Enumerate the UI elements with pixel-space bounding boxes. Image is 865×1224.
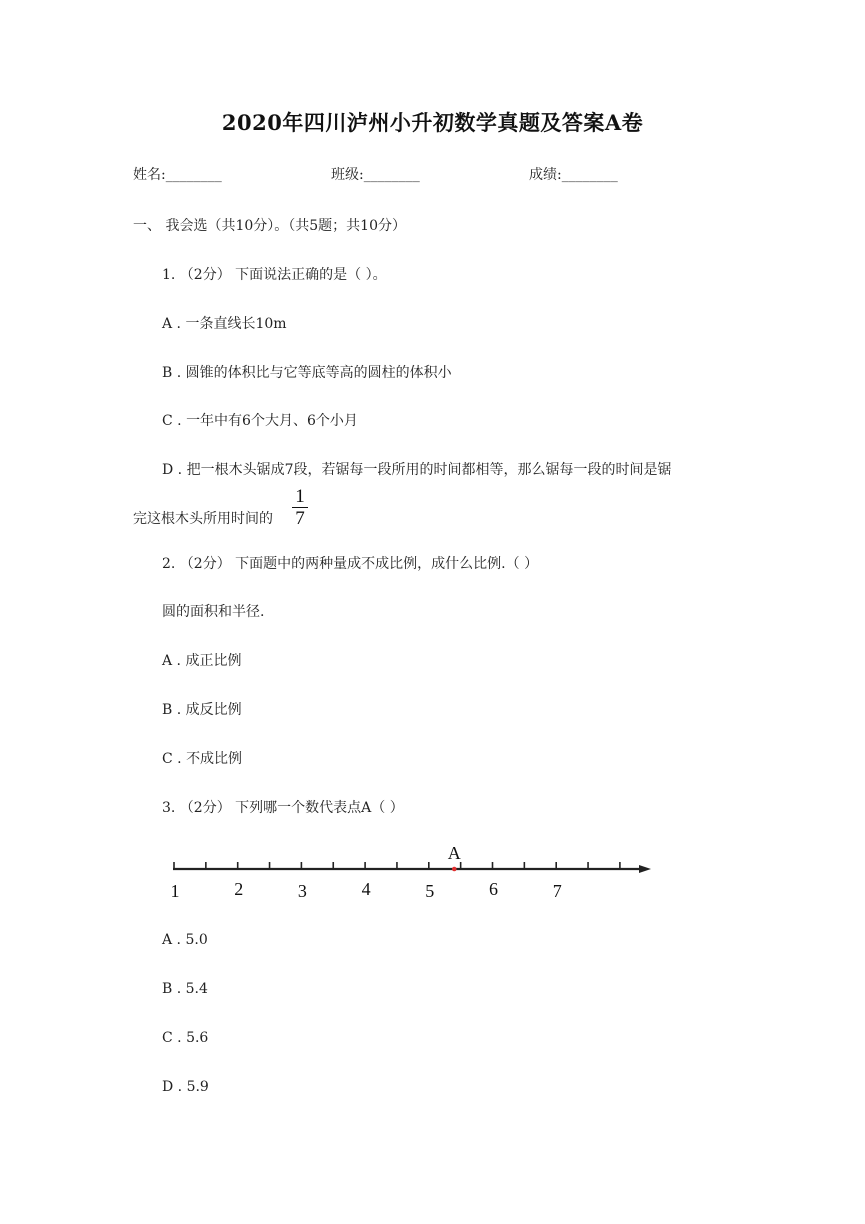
fraction-denominator: 7: [295, 508, 305, 529]
question-3-option-c: C . 5.6: [162, 1030, 209, 1046]
section-heading: 一、 我会选（共10分）。（共5题；共10分）: [133, 218, 406, 234]
number-line-tick-label: 7: [552, 881, 562, 901]
question-1-option-a: A . 一条直线长10m: [162, 316, 287, 332]
fraction-one-seventh: [290, 487, 310, 528]
point-a-marker: [452, 867, 457, 872]
question-1-option-d: D . 把一根木头锯成7段，若锯每一段所用的时间都相等，那么锯每一段的时间是锯: [162, 462, 672, 478]
score-field: 成绩:________: [529, 167, 618, 183]
number-line-figure: [163, 838, 663, 908]
question-2-option-c: C . 不成比例: [162, 751, 243, 767]
number-line-tick-label: 5: [425, 881, 435, 901]
fraction-numerator: 1: [295, 486, 305, 507]
document-title: 2020年四川泸州小升初数学真题及答案A卷: [221, 110, 644, 135]
question-1-option-d-continuation: 完这根木头所用时间的: [133, 511, 273, 527]
class-field: 班级:________: [331, 167, 420, 183]
number-line-arrow: [639, 865, 651, 873]
number-line-tick-label: 1: [170, 881, 180, 901]
question-3-option-b: B . 5.4: [162, 981, 208, 997]
question-2-option-a: A . 成正比例: [162, 653, 242, 669]
question-3-option-a: A . 5.0: [162, 932, 208, 948]
question-2-option-b: B . 成反比例: [162, 702, 242, 718]
question-2-sub: 圆的面积和半径.: [162, 604, 265, 620]
number-line-tick-label: 2: [234, 879, 244, 899]
point-a-label: A: [447, 843, 461, 863]
question-3-stem: 3. （2分） 下列哪一个数代表点A（ ）: [162, 800, 404, 816]
name-field: 姓名:________: [133, 167, 222, 183]
number-line-tick-label: 3: [297, 881, 307, 901]
number-line-tick-label: 4: [361, 879, 371, 899]
question-1-option-b: B . 圆锥的体积比与它等底等高的圆柱的体积小: [162, 365, 452, 381]
question-2-stem: 2. （2分） 下面题中的两种量成不成比例，成什么比例.（ ）: [162, 556, 539, 572]
question-3-option-d: D . 5.9: [162, 1079, 209, 1095]
number-line-tick-label: 6: [489, 879, 498, 899]
question-1-option-c: C . 一年中有6个大月、6个小月: [162, 413, 358, 429]
question-1-stem: 1. （2分） 下面说法正确的是（ ）。: [162, 267, 387, 283]
